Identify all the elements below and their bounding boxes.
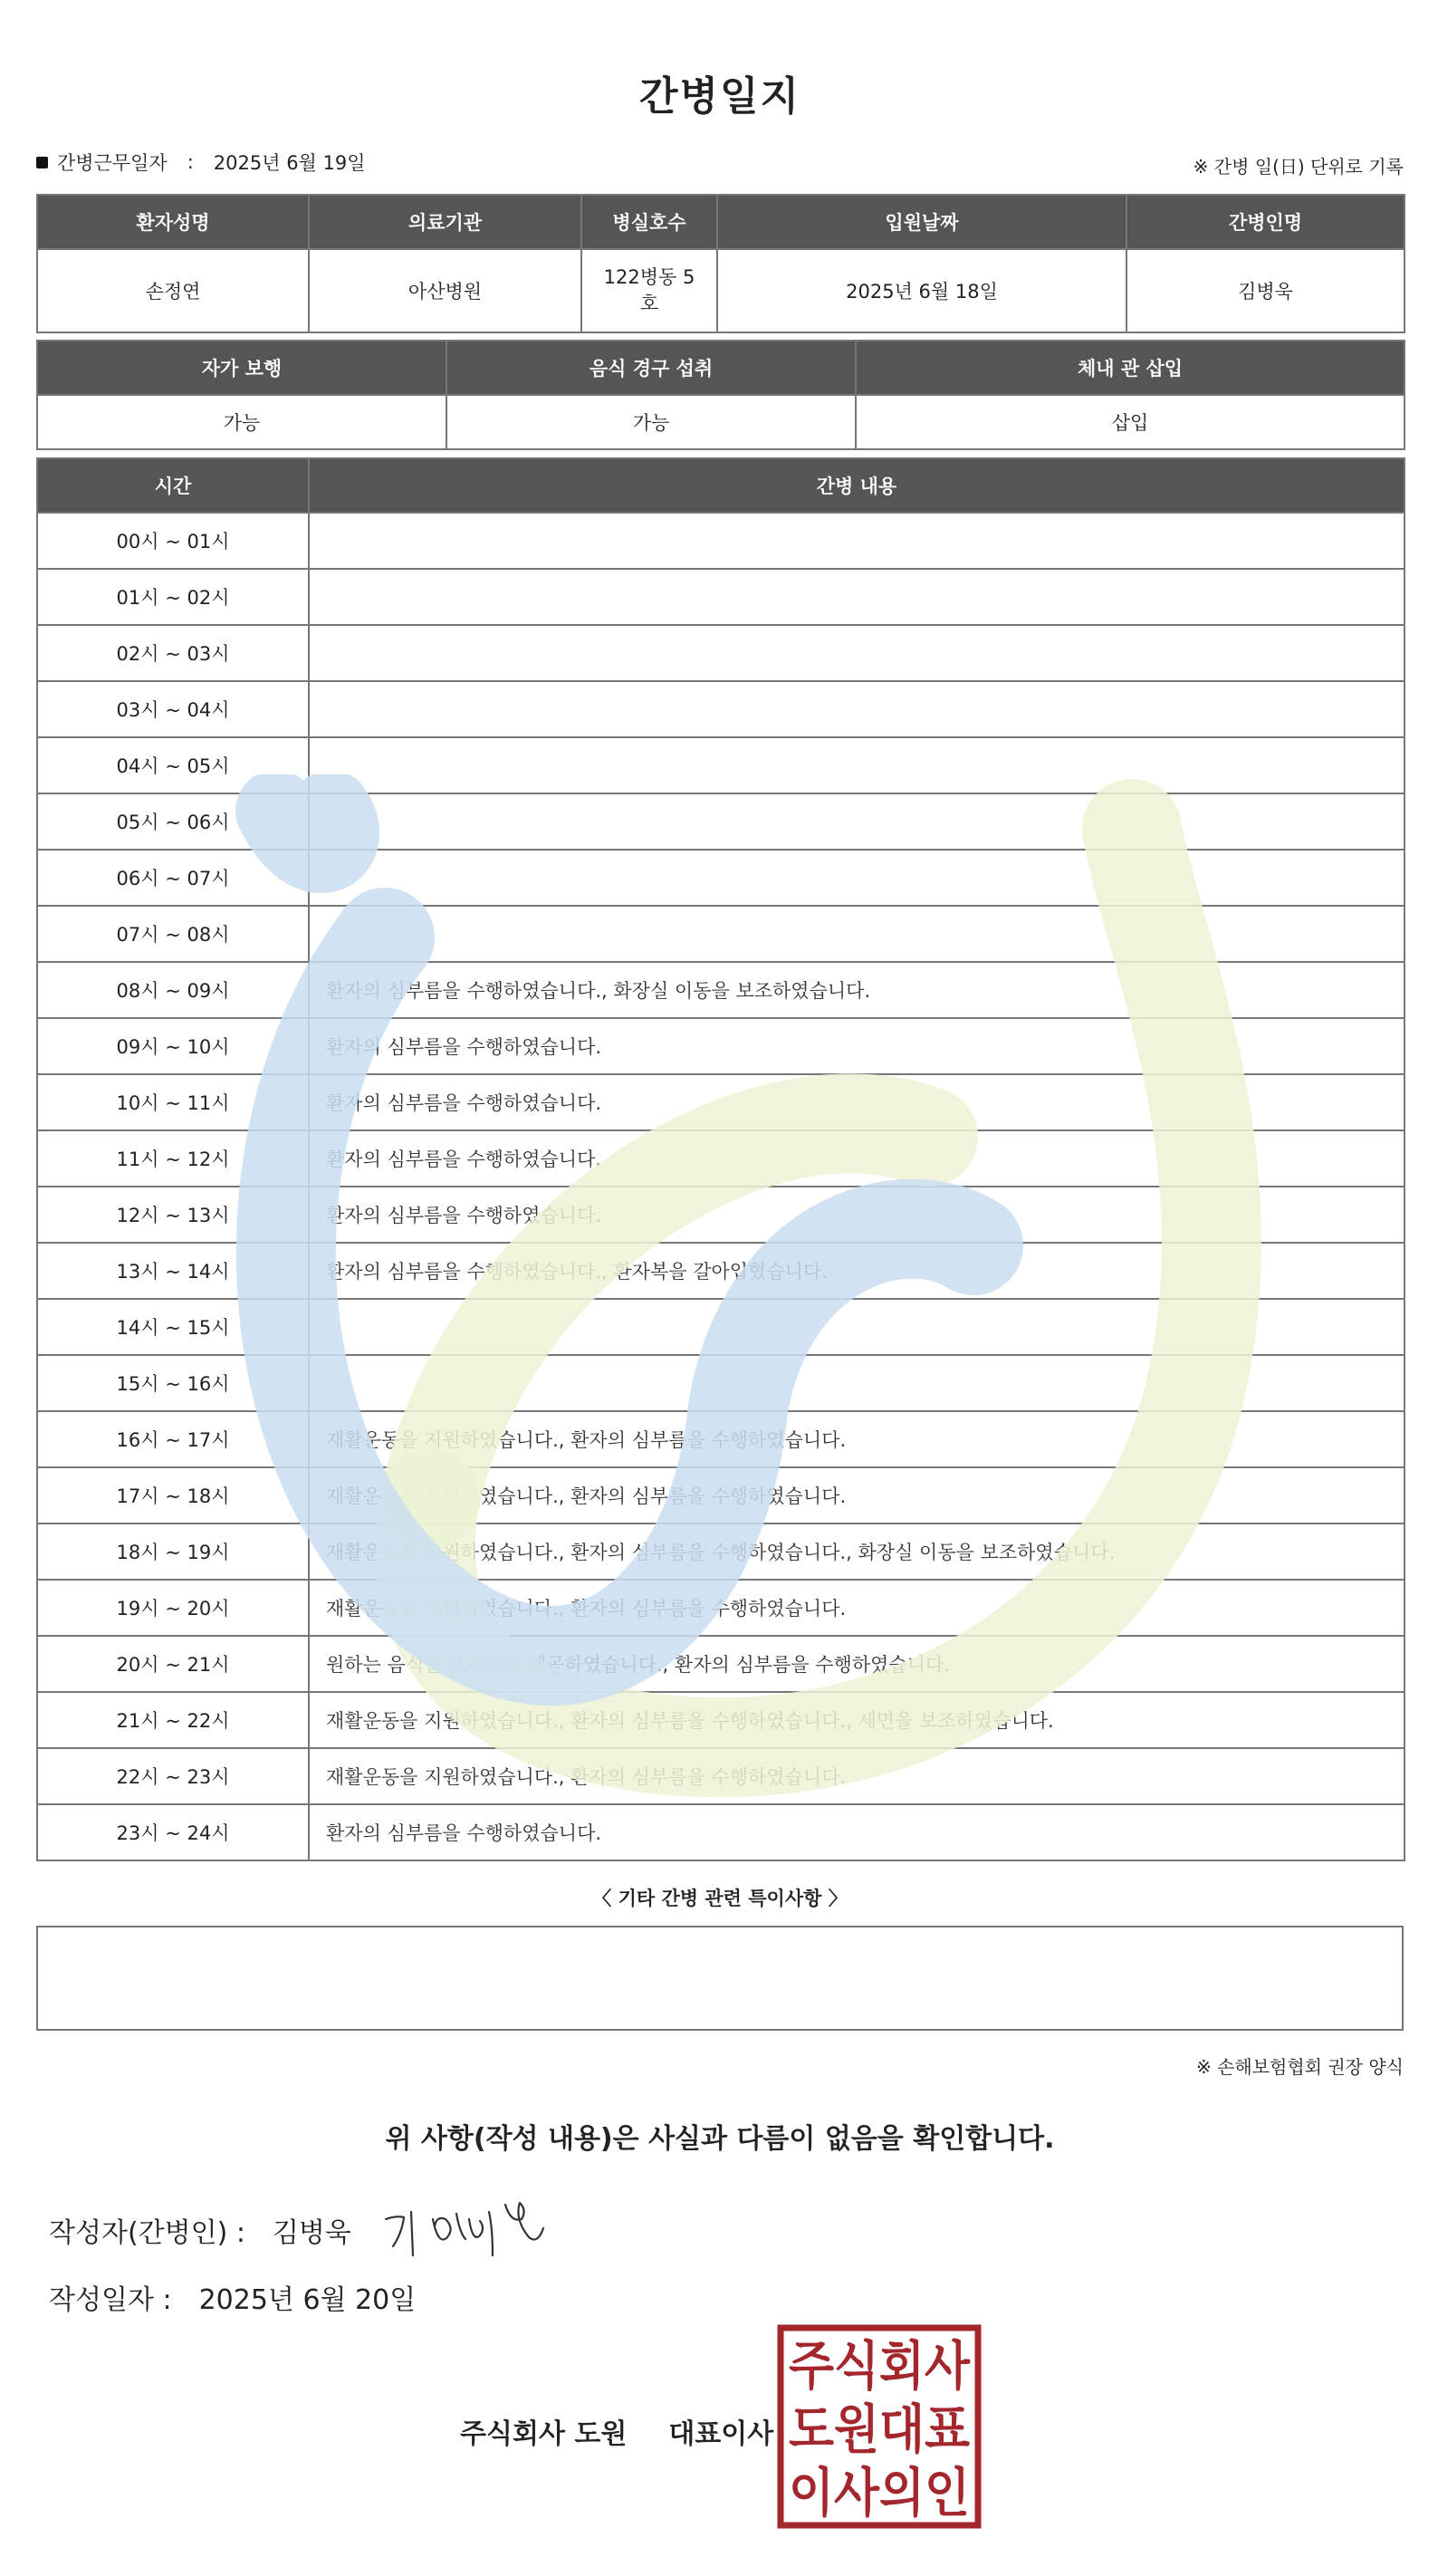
patient-status-table bbox=[36, 340, 1405, 450]
bullet-square-icon bbox=[36, 157, 48, 168]
daily-record-note: ※ 간병 일(日) 단위로 기록 bbox=[1193, 156, 1404, 178]
header-hospital: 의료기관 bbox=[309, 195, 581, 249]
work-date-label: 간병근무일자 bbox=[57, 152, 168, 174]
header-caregiver-name: 간병인명 bbox=[1126, 195, 1404, 249]
header-time: 시간 bbox=[37, 458, 309, 513]
admission-date: 2025년 6월 18일 bbox=[717, 249, 1126, 332]
header-tube-insertion: 체내 관 삽입 bbox=[856, 341, 1404, 395]
table-row bbox=[37, 737, 1404, 793]
author-label: 작성자(간병인) : bbox=[49, 2217, 245, 2249]
time-slot: 23시 ~ 24시 bbox=[37, 1804, 309, 1860]
time-slot: 04시 ~ 05시 bbox=[37, 737, 309, 793]
table-row bbox=[37, 1187, 1404, 1243]
tube-insertion-value: 삽입 bbox=[856, 395, 1404, 449]
time-slot: 07시 ~ 08시 bbox=[37, 906, 309, 962]
table-row bbox=[37, 906, 1404, 962]
care-content bbox=[309, 1355, 1404, 1411]
care-content: 재활운동을 지원하였습니다., 환자의 심부름을 수행하였습니다. bbox=[309, 1748, 1404, 1804]
confirmation-statement: 위 사항(작성 내용)은 사실과 다름이 없음을 확인합니다. bbox=[385, 2123, 1055, 2155]
table-row bbox=[37, 1523, 1404, 1580]
written-date-label: 작성일자 : bbox=[49, 2284, 172, 2316]
time-slot: 09시 ~ 10시 bbox=[37, 1018, 309, 1074]
time-slot: 12시 ~ 13시 bbox=[37, 1187, 309, 1243]
table-row bbox=[37, 1074, 1404, 1130]
time-slot: 02시 ~ 03시 bbox=[37, 625, 309, 681]
table-row bbox=[37, 1299, 1404, 1355]
table-row bbox=[37, 1355, 1404, 1411]
written-date-row bbox=[49, 2277, 416, 2317]
time-slot: 20시 ~ 21시 bbox=[37, 1636, 309, 1692]
care-content bbox=[309, 513, 1404, 569]
care-content bbox=[309, 850, 1404, 906]
work-date-colon: : bbox=[187, 151, 194, 173]
work-date-row bbox=[36, 149, 366, 176]
table-row bbox=[37, 1467, 1404, 1523]
care-content: 환자의 심부름을 수행하였습니다. bbox=[309, 1130, 1404, 1187]
written-date-value: 2025년 6월 20일 bbox=[198, 2284, 417, 2316]
table-row bbox=[37, 1018, 1404, 1074]
care-content: 원하는 음식을 조리하여 제공하였습니다., 환자의 심부름을 수행하였습니다. bbox=[309, 1636, 1404, 1692]
table-row bbox=[37, 1636, 1404, 1692]
header-room-number: 병실호수 bbox=[581, 195, 717, 249]
header-patient-name: 환자성명 bbox=[37, 195, 309, 249]
author-name: 김병욱 bbox=[272, 2217, 351, 2249]
care-content: 환자의 심부름을 수행하였습니다. bbox=[309, 1074, 1404, 1130]
recommended-form-note: ※ 손해보험협회 권장 양식 bbox=[1195, 2056, 1404, 2078]
seal-text-line: 주식회사 bbox=[789, 2335, 971, 2397]
care-content: 환자의 심부름을 수행하였습니다. bbox=[309, 1187, 1404, 1243]
care-content: 재활운동을 지원하였습니다., 환자의 심부름을 수행하였습니다., 세면을 보조하였습니다. bbox=[309, 1692, 1404, 1748]
table-row bbox=[37, 1130, 1404, 1187]
time-slot: 08시 ~ 09시 bbox=[37, 962, 309, 1018]
table-row bbox=[37, 1692, 1404, 1748]
time-slot: 19시 ~ 20시 bbox=[37, 1580, 309, 1636]
time-slot: 22시 ~ 23시 bbox=[37, 1748, 309, 1804]
care-content bbox=[309, 906, 1404, 962]
time-slot: 11시 ~ 12시 bbox=[37, 1130, 309, 1187]
table-row bbox=[37, 1804, 1404, 1860]
care-content bbox=[309, 625, 1404, 681]
care-content: 재활운동을 지원하였습니다., 환자의 심부름을 수행하였습니다. bbox=[309, 1580, 1404, 1636]
hospital-name: 아산병원 bbox=[309, 249, 581, 332]
care-content: 환자의 심부름을 수행하였습니다. bbox=[309, 1804, 1404, 1860]
time-slot: 21시 ~ 22시 bbox=[37, 1692, 309, 1748]
time-slot: 18시 ~ 19시 bbox=[37, 1523, 309, 1580]
time-slot: 05시 ~ 06시 bbox=[37, 793, 309, 850]
care-content bbox=[309, 569, 1404, 625]
page-title: 간병일지 bbox=[638, 73, 800, 120]
special-notes-title: 〈 기타 간병 관련 특이사항 〉 bbox=[592, 1888, 848, 1909]
table-row bbox=[37, 793, 1404, 850]
table-row bbox=[37, 962, 1404, 1018]
room-number: 122병동 5호 bbox=[581, 249, 717, 332]
table-row bbox=[37, 625, 1404, 681]
company-row bbox=[460, 2411, 773, 2451]
hourly-care-log-table bbox=[36, 457, 1405, 1861]
special-notes-box bbox=[36, 1926, 1404, 2031]
patient-info-table bbox=[36, 194, 1405, 333]
header-admission-date: 입원날짜 bbox=[717, 195, 1126, 249]
table-row bbox=[37, 1411, 1404, 1467]
care-content: 환자의 심부름을 수행하였습니다., 환자복을 갈아입혔습니다. bbox=[309, 1243, 1404, 1299]
care-content: 재활운동을 지원하였습니다., 환자의 심부름을 수행하였습니다., 화장실 이동을 보조하였습니다. bbox=[309, 1523, 1404, 1580]
header-self-walking: 자가 보행 bbox=[37, 341, 446, 395]
care-content bbox=[309, 737, 1404, 793]
care-content: 환자의 심부름을 수행하였습니다. bbox=[309, 1018, 1404, 1074]
caregiver-name: 김병욱 bbox=[1126, 249, 1404, 332]
author-row bbox=[49, 2210, 351, 2250]
time-slot: 10시 ~ 11시 bbox=[37, 1074, 309, 1130]
table-row bbox=[37, 1748, 1404, 1804]
table-row bbox=[37, 850, 1404, 906]
care-content: 재활운동을 지원하였습니다., 환자의 심부름을 수행하였습니다. bbox=[309, 1411, 1404, 1467]
table-row bbox=[37, 569, 1404, 625]
time-slot: 15시 ~ 16시 bbox=[37, 1355, 309, 1411]
header-oral-intake: 음식 경구 섭취 bbox=[446, 341, 856, 395]
header-care-content: 간병 내용 bbox=[309, 458, 1404, 513]
company-name: 주식회사 도원 bbox=[460, 2418, 628, 2450]
care-content: 환자의 심부름을 수행하였습니다., 화장실 이동을 보조하였습니다. bbox=[309, 962, 1404, 1018]
time-slot: 16시 ~ 17시 bbox=[37, 1411, 309, 1467]
time-slot: 00시 ~ 01시 bbox=[37, 513, 309, 569]
table-row bbox=[37, 513, 1404, 569]
self-walking-value: 가능 bbox=[37, 395, 446, 449]
patient-name: 손정연 bbox=[37, 249, 309, 332]
table-row bbox=[37, 1243, 1404, 1299]
table-row bbox=[37, 681, 1404, 737]
time-slot: 03시 ~ 04시 bbox=[37, 681, 309, 737]
seal-text-line: 도원대표 bbox=[789, 2398, 970, 2460]
company-rep-title: 대표이사 bbox=[668, 2418, 774, 2450]
time-slot: 14시 ~ 15시 bbox=[37, 1299, 309, 1355]
handwritten-signature bbox=[379, 2192, 578, 2264]
care-content: 재활운동을 지원하였습니다., 환자의 심부름을 수행하였습니다. bbox=[309, 1467, 1404, 1523]
seal-text-line: 이사의인 bbox=[789, 2462, 970, 2523]
care-content bbox=[309, 793, 1404, 850]
care-content bbox=[309, 681, 1404, 737]
time-slot: 06시 ~ 07시 bbox=[37, 850, 309, 906]
oral-intake-value: 가능 bbox=[446, 395, 856, 449]
time-slot: 17시 ~ 18시 bbox=[37, 1467, 309, 1523]
time-slot: 13시 ~ 14시 bbox=[37, 1243, 309, 1299]
care-content bbox=[309, 1299, 1404, 1355]
work-date-value: 2025년 6월 19일 bbox=[213, 152, 366, 174]
table-row bbox=[37, 1580, 1404, 1636]
company-seal-stamp bbox=[777, 2324, 982, 2529]
time-slot: 01시 ~ 02시 bbox=[37, 569, 309, 625]
